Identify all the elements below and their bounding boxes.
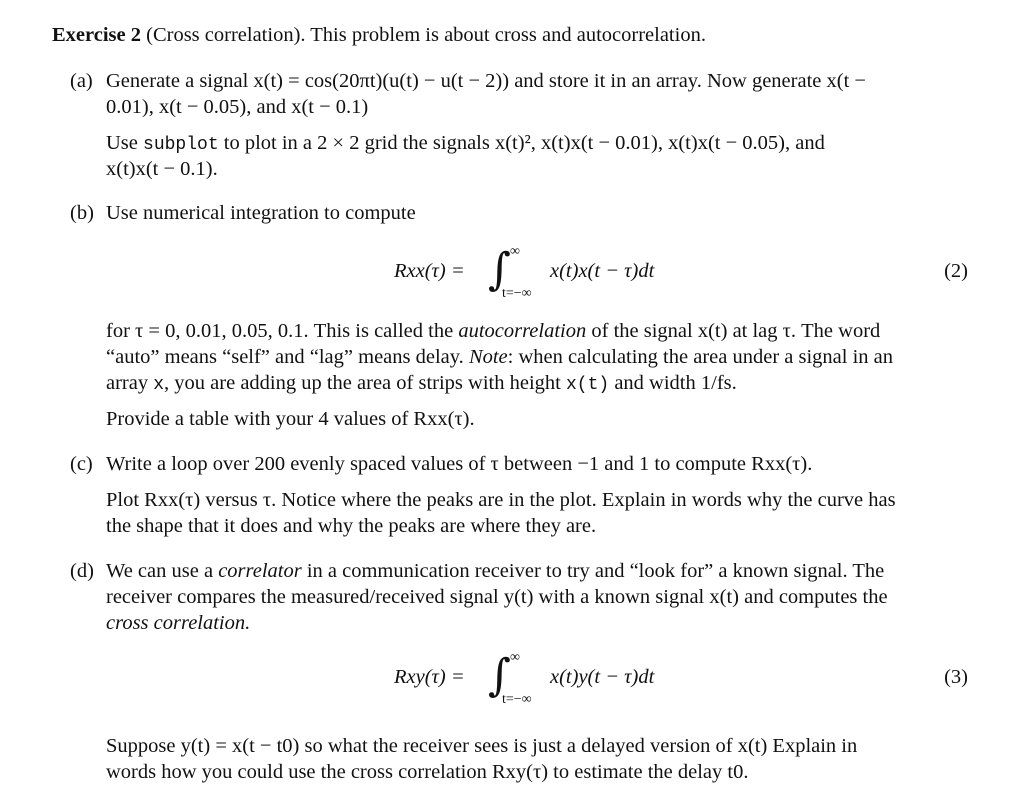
part-c-label: (c) (70, 453, 93, 475)
part-a-line-2: 0.01), x(t − 0.05), and x(t − 0.1) (106, 96, 369, 118)
equation-3-number: (3) (944, 666, 968, 688)
part-b-p2-b: : when calculating the area under a signal in an (507, 346, 894, 368)
part-b-para-line-2 (106, 346, 893, 369)
correlator-term: correlator (218, 560, 302, 582)
part-b-p1-a: for τ = 0, 0.01, 0.05, 0.1. This is called the (106, 320, 459, 342)
equation-2-integrand: x(t)x(t − τ)dt (550, 260, 655, 282)
part-d-line-2: receiver compares the measured/received signal y(t) with a known signal x(t) and computes the (106, 586, 888, 608)
equation-2-number: (2) (944, 260, 968, 282)
part-d-l1-b: in a communication receiver to try and “look for” a known signal. The (301, 560, 885, 582)
part-b-label: (b) (70, 202, 94, 224)
part-d-label: (d) (70, 560, 94, 582)
part-d-line-3 (106, 612, 250, 635)
equation-2-lhs: Rxx(τ) = (394, 260, 465, 282)
cross-correlation-term: cross correlation. (106, 612, 251, 634)
part-a-line-3-post: to plot in a 2 × 2 grid the signals x(t)², x(t)x(t − 0.01), x(t)x(t − 0.05), and (218, 132, 825, 154)
part-d-para-line-2: words how you could use the cross correlation Rxy(τ) to estimate the delay t0. (106, 761, 749, 783)
subplot-code: subplot (143, 135, 219, 155)
part-b-p3-b: , you are adding up the area of strips with height (164, 372, 566, 394)
part-b-para-line-4: Provide a table with your 4 values of Rxx(τ). (106, 408, 475, 430)
part-d-para-line-1: Suppose y(t) = x(t − t0) so what the receiver sees is just a delayed version of x(t) Explain in (106, 735, 858, 757)
equation-3-integrand: x(t)y(t − τ)dt (550, 666, 655, 688)
part-b-p2: “auto” means “self” and “lag” means delay. (106, 346, 469, 368)
part-b-para-line-1 (106, 320, 880, 343)
part-a-label: (a) (70, 70, 93, 92)
part-c-line-1: Write a loop over 200 evenly spaced values of τ between −1 and 1 to compute Rxx(τ). (106, 453, 813, 475)
part-b-p3-c: and width 1/fs. (609, 372, 737, 394)
equation-3-lower-limit: t=−∞ (502, 692, 532, 707)
equation-2-lower-limit: t=−∞ (502, 286, 532, 301)
part-b-para-line-3 (106, 372, 737, 395)
array-x-code: x (153, 375, 165, 395)
equation-3-lhs: Rxy(τ) = (394, 666, 465, 688)
part-c-line-2: Plot Rxx(τ) versus τ. Notice where the peaks are in the plot. Explain in words why the curve has (106, 489, 896, 511)
exercise-title (52, 24, 706, 47)
part-c-line-3: the shape that it does and why the peaks are where they are. (106, 515, 597, 537)
part-a-line-3 (106, 132, 825, 155)
part-b-p3-a: array (106, 372, 154, 394)
exercise-number: Exercise 2 (52, 24, 141, 46)
part-b-p1-b: of the signal x(t) at lag τ. The word (586, 320, 881, 342)
part-a-line-3-pre: Use (106, 132, 144, 154)
part-a-line-4: x(t)x(t − 0.1). (106, 158, 218, 180)
xt-code: x(t) (565, 375, 610, 395)
note-label: Note (468, 346, 508, 368)
part-d-line-1 (106, 560, 884, 583)
part-d-l1-a: We can use a (106, 560, 219, 582)
part-b-line-1: Use numerical integration to compute (106, 202, 416, 224)
integral-sign-2: ∫ (488, 244, 511, 295)
part-a-line-1: Generate a signal x(t) = cos(20πt)(u(t) − u(t − 2)) and store it in an array. Now generate x(t − (106, 70, 866, 92)
exercise-description: (Cross correlation). This problem is about cross and autocorrelation. (141, 24, 706, 46)
equation-2-upper-limit: ∞ (510, 244, 520, 259)
equation-3-upper-limit: ∞ (510, 650, 520, 665)
integral-sign-3: ∫ (488, 650, 511, 701)
autocorrelation-term: autocorrelation (458, 320, 587, 342)
